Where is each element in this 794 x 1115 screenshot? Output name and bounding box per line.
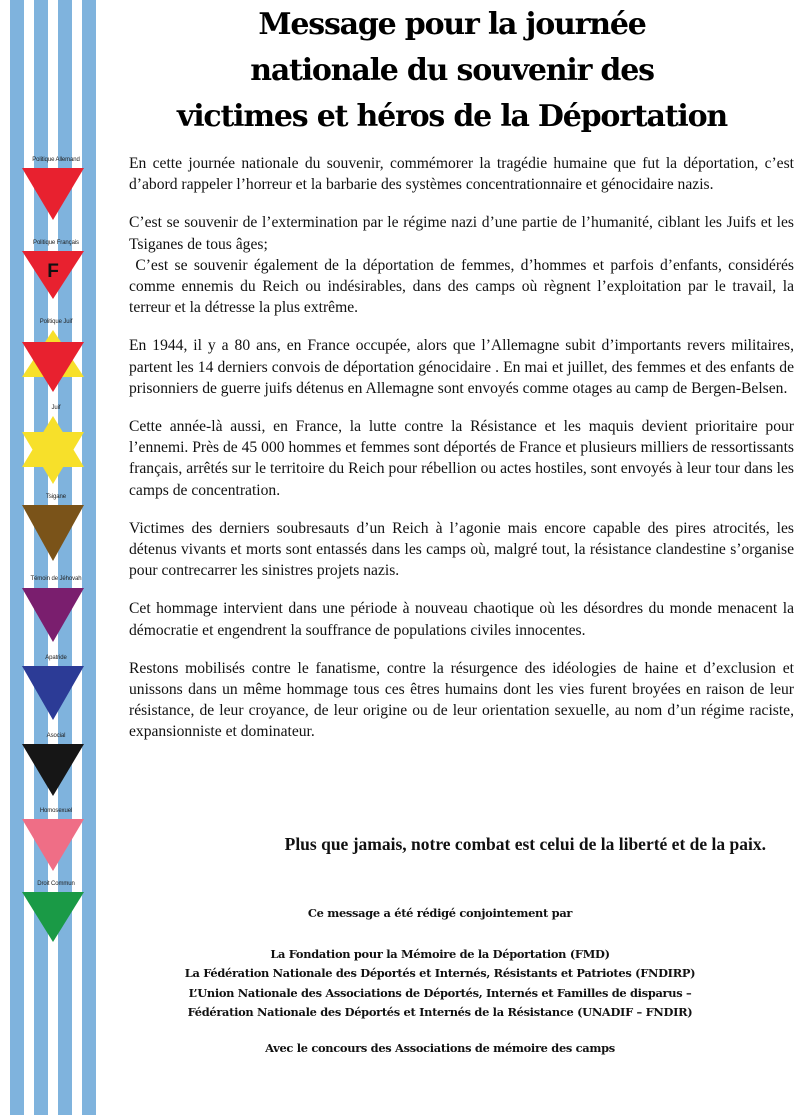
- badge-label-politique-juif: Politique Juif: [39, 319, 73, 325]
- badge-label-temoin-de-jehovah: Témoin de Jéhovah: [30, 576, 82, 582]
- credits-intro: Ce message a été rédigé conjointement par: [307, 906, 573, 920]
- paragraph: Restons mobilisés contre le fanatisme, contre la résurgence des idéologies de haine et d’exclusion et unissons dans un même hommage tous ces êtres humains dont les vies furent broyées en raison de leur résistance, de leur croyance, de leur origine ou de leur orientation sexuelle, au nom d’un régime raciste, expansionniste et dominateur.: [129, 659, 794, 741]
- yellow-red-star-icon: [22, 330, 84, 394]
- badge-label-juif: Juif: [51, 405, 61, 411]
- yellow-star-icon: [22, 416, 84, 486]
- green-triangle-icon: [22, 892, 84, 942]
- message-body: [129, 153, 794, 743]
- badge-label-apatride: Apatride: [45, 655, 67, 661]
- paragraph: En cette journée nationale du souvenir, commémorer la tragédie humaine que fut la déportation, c’est d’abord rappeler l’horreur et la barbarie des systèmes concentrationnaire et génocidaire nazis.: [129, 155, 794, 194]
- brown-triangle-icon: [22, 505, 84, 561]
- purple-triangle-icon: [22, 588, 84, 642]
- credits-block: [130, 904, 750, 1058]
- badge-letter: F: [47, 261, 59, 282]
- title-line: nationale du souvenir des: [250, 53, 654, 88]
- paragraph: Cette année-là aussi, en France, la lutte contre la Résistance et les maquis devient prioritaire pour l’ennemi. Près de 45 000 hommes et femmes sont déportés de France et plusieurs milliers de ressortissants français, arrêtés sur le territoire du Reich pour rébellion ou actes hostiles, sont envoyés à leur tour dans les camps de concentration.: [129, 418, 794, 499]
- badge-label-tsigane: Tsigane: [46, 494, 66, 500]
- paragraph: Cet hommage intervient dans une période à nouveau chaotique où les désordres du monde menacent la démocratie et engendrent la souffrance de populations civiles innocentes.: [129, 600, 794, 639]
- paragraph: C’est se souvenir également de la déportation de femmes, d’hommes et parfois d’enfants, considérés comme ennemis du Reich ou indésirables, dans des camps où règnent l’exploitation par le travail, la terreur et la détresse la plus extrême.: [129, 256, 794, 317]
- credits-organization: Fédération Nationale des Déportés et Internés de la Résistance (UNADIF – FNDIR): [187, 1005, 693, 1019]
- credits-organization: L’Union Nationale des Associations de Déportés, Internés et Familles de disparus –: [188, 985, 692, 1000]
- closing-statement: Plus que jamais, notre combat est celui de la liberté et de la paix.: [284, 834, 766, 854]
- credits-organization: La Fédération Nationale des Déportés et Internés, Résistants et Patriotes (FNDIRP): [184, 966, 696, 980]
- page-title: [110, 2, 794, 140]
- paragraph: C’est se souvenir de l’extermination par le régime nazi d’une partie de l’humanité, ciblant les Juifs et les Tsiganes de tous âges;: [129, 214, 794, 253]
- pink-triangle-icon: [22, 819, 84, 871]
- title-line: victimes et héros de la Déportation: [176, 99, 727, 134]
- badge-label-droit-commun: Droit Commun: [37, 881, 75, 887]
- red-triangle-f-icon: [22, 251, 84, 299]
- credits-organization: La Fondation pour la Mémoire de la Déportation (FMD): [270, 946, 610, 961]
- badge-column: [0, 0, 110, 1115]
- title-line: Message pour la journée: [258, 7, 646, 42]
- paragraph: Victimes des derniers soubresauts d’un Reich à l’agonie mais encore capable des pires atrocités, les détenus vivants et morts sont entassés dans les camps où, malgré tout, la résistance clandestine s’organise pour contrecarrer les sinistres projets nazis.: [129, 519, 794, 580]
- blue-triangle-icon: [22, 666, 84, 720]
- red-triangle-icon: [22, 168, 84, 220]
- badge-label-asocial: Asocial: [46, 733, 66, 739]
- paragraph: En 1944, il y a 80 ans, en France occupée, alors que l’Allemagne subit d’importants revers militaires, partent les 14 derniers convois de déportation génocidaire . En mai et juillet, des femmes et des enfants de prisonniers de guerre juifs détenus en Allemagne sont envoyés comme otages au camp de Bergen-Belsen.: [129, 337, 794, 397]
- badge-label-homosexuel: Homosexuel: [39, 808, 73, 814]
- badge-label-politique-francais: Politique Français: [33, 240, 79, 246]
- badge-label-politique-allemand: Politique Allemand: [32, 157, 80, 163]
- black-triangle-icon: [22, 744, 84, 796]
- credits-footer: Avec le concours des Associations de mémoire des camps: [265, 1040, 615, 1055]
